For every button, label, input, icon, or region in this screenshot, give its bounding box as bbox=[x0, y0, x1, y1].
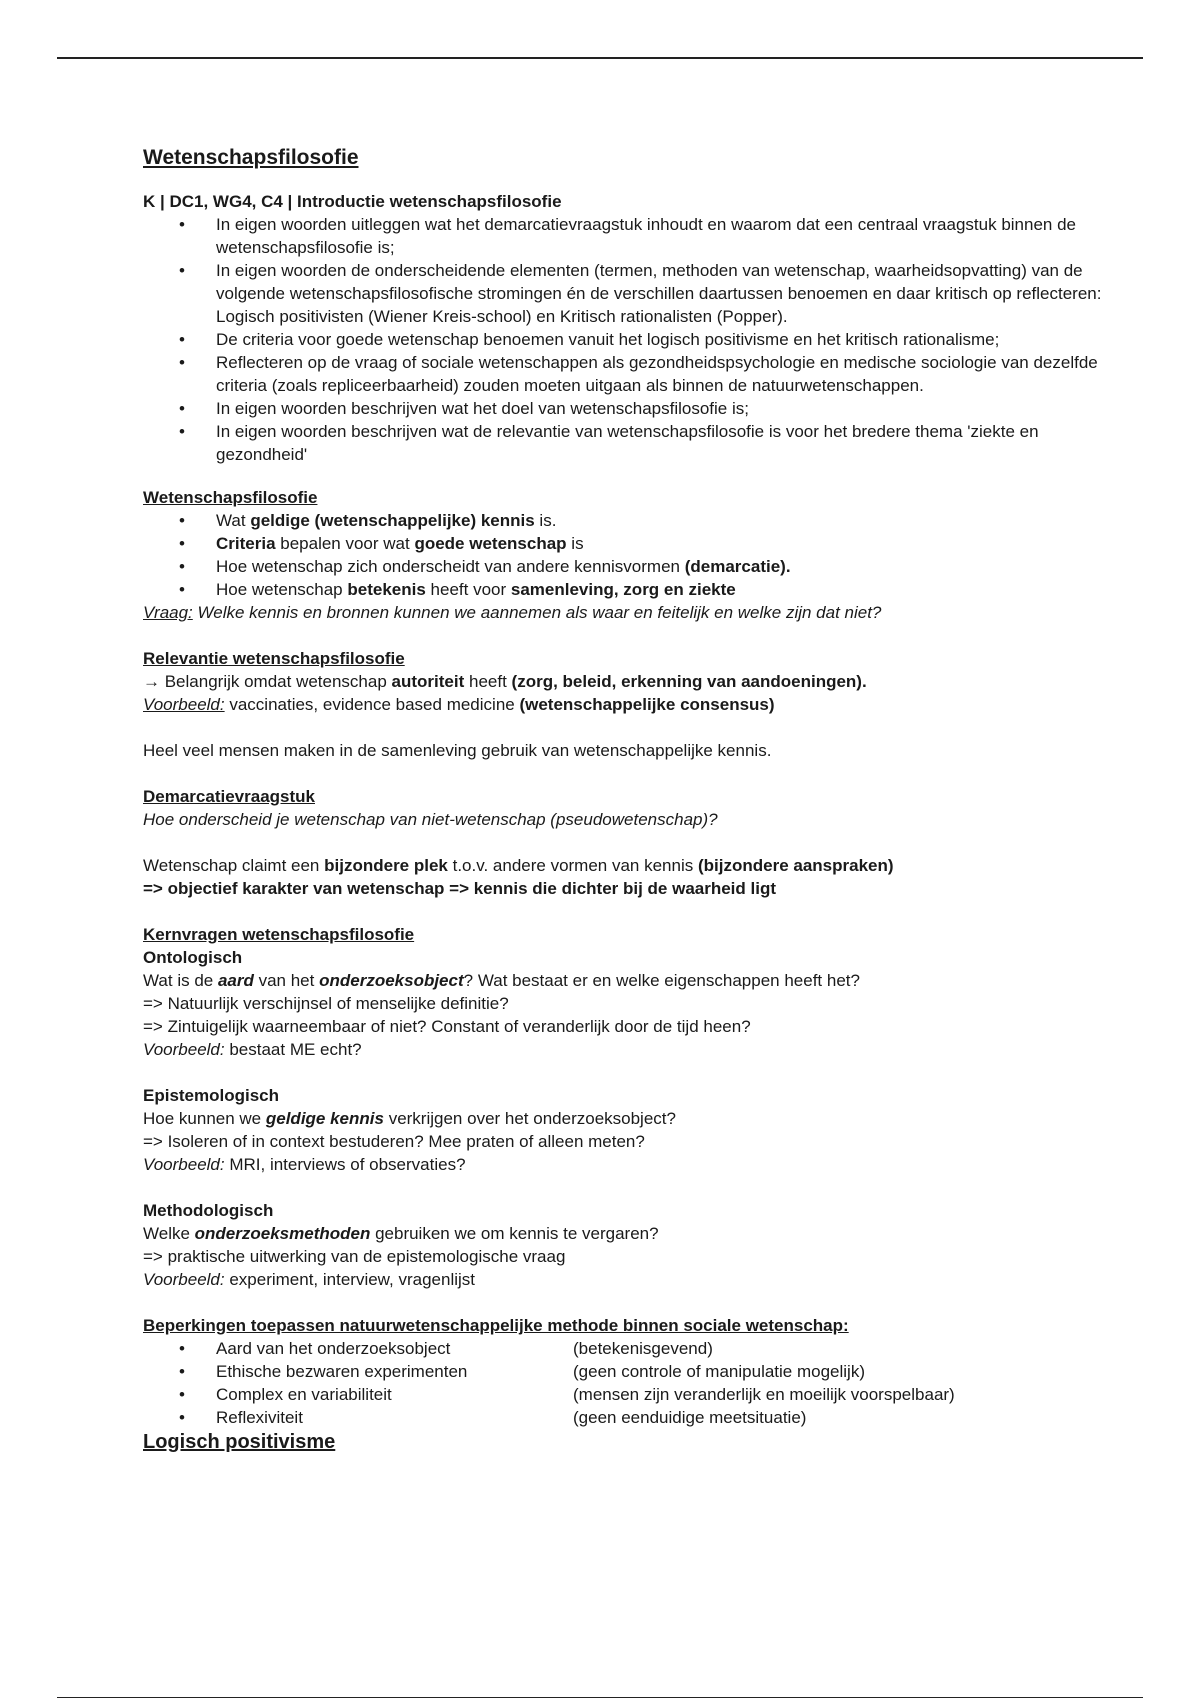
list-item: • In eigen woorden beschrijven wat het doel van wetenschapsfilosofie is; bbox=[143, 397, 1103, 420]
list-item: • In eigen woorden de onderscheidende elementen (termen, methoden van wetenschap, waarheidsopvatting) van de volgende wetenschapsfilosofische stromingen én de verschillen daartussen benoemen en daar kritisch op reflecteren: Logisch positivisten (Wiener Kreis-school) en Kritisch rationalisten (Popper). bbox=[143, 259, 1103, 328]
ontologisch-heading: Ontologisch bbox=[143, 948, 243, 967]
list-item: • Complex en variabiliteit (mensen zijn veranderlijk en moeilijk voorspelbaar) bbox=[143, 1383, 1103, 1406]
rel-note: Heel veel mensen maken in de samenleving gebruik van wetenschappelijke kennis. bbox=[143, 741, 772, 760]
epi-line: => Isoleren of in context bestuderen? Mee praten of alleen meten? bbox=[143, 1132, 645, 1151]
ont-example: Voorbeeld: bestaat ME echt? bbox=[143, 1040, 362, 1059]
section-heading-demarcatie: Demarcatievraagstuk bbox=[143, 787, 315, 806]
list-item: • Wat geldige (wetenschappelijke) kennis is. bbox=[143, 509, 1103, 532]
list-item: • Aard van het onderzoeksobject (betekenisgevend) bbox=[143, 1337, 1103, 1360]
learning-goals-list bbox=[143, 213, 1103, 466]
list-item: • In eigen woorden beschrijven wat de relevantie van wetenschapsfilosofie is voor het bredere thema 'ziekte en gezondheid' bbox=[143, 420, 1103, 466]
methodologisch-heading: Methodologisch bbox=[143, 1201, 274, 1220]
footer-rule bbox=[57, 1697, 1143, 1698]
ont-line: Wat is de aard van het onderzoeksobject? Wat bestaat er en welke eigenschappen heeft het? bbox=[143, 971, 860, 990]
arrow-icon: → bbox=[143, 672, 160, 691]
document-body bbox=[143, 143, 1103, 1455]
ont-line: => Zintuigelijk waarneembaar of niet? Constant of veranderlijk door de tijd heen? bbox=[143, 1017, 751, 1036]
ws-question: Vraag: Welke kennis en bronnen kunnen we aannemen als waar en feitelijk en welke zijn dat niet? bbox=[143, 603, 882, 622]
epistemologisch-heading: Epistemologisch bbox=[143, 1086, 280, 1105]
ont-line: => Natuurlijk verschijnsel of menselijke definitie? bbox=[143, 994, 509, 1013]
section-heading-beperkingen: Beperkingen toepassen natuurwetenschappelijke methode binnen sociale wetenschap: bbox=[143, 1316, 849, 1335]
limitations-list bbox=[143, 1337, 1103, 1429]
met-line: => praktische uitwerking van de epistemologische vraag bbox=[143, 1247, 566, 1266]
list-item: • In eigen woorden uitleggen wat het demarcatievraagstuk inhoudt en waarom dat een centraal vraagstuk binnen de wetenschapsfilosofie is; bbox=[143, 213, 1103, 259]
list-item: • Reflecteren op de vraag of sociale wetenschappen als gezondheidspsychologie en medische sociologie van dezelfde criteria (zoals repliceerbaarheid) zouden moeten uitgaan als binnen de natuurwetenschappen. bbox=[143, 351, 1103, 397]
list-item: • De criteria voor goede wetenschap benoemen vanuit het logisch positivisme en het kritisch rationalisme; bbox=[143, 328, 1103, 351]
list-item: • Criteria bepalen voor wat goede wetenschap is bbox=[143, 532, 1103, 555]
dem-conclusion: => objectief karakter van wetenschap => kennis die dichter bij de waarheid ligt bbox=[143, 879, 777, 898]
list-item: • Ethische bezwaren experimenten (geen controle of manipulatie mogelijk) bbox=[143, 1360, 1103, 1383]
section-heading-relevantie: Relevantie wetenschapsfilosofie bbox=[143, 649, 405, 668]
epi-line: Hoe kunnen we geldige kennis verkrijgen over het onderzoeksobject? bbox=[143, 1109, 676, 1128]
section-heading-kernvragen: Kernvragen wetenschapsfilosofie bbox=[143, 925, 415, 944]
list-item: • Hoe wetenschap betekenis heeft voor samenleving, zorg en ziekte bbox=[143, 578, 1103, 601]
met-example: Voorbeeld: experiment, interview, vragenlijst bbox=[143, 1270, 475, 1289]
section-heading-logisch-positivisme: Logisch positivisme bbox=[143, 1431, 336, 1453]
dem-question: Hoe onderscheid je wetenschap van niet-wetenschap (pseudowetenschap)? bbox=[143, 810, 718, 829]
met-line: Welke onderzoeksmethoden gebruiken we om kennis te vergaren? bbox=[143, 1224, 659, 1243]
header-rule bbox=[57, 57, 1143, 59]
epi-example: Voorbeeld: MRI, interviews of observaties? bbox=[143, 1155, 466, 1174]
list-item: • Hoe wetenschap zich onderscheidt van andere kennisvormen (demarcatie). bbox=[143, 555, 1103, 578]
rel-example: Voorbeeld: vaccinaties, evidence based medicine (wetenschappelijke consensus) bbox=[143, 695, 775, 714]
list-item: • Reflexiviteit (geen eenduidige meetsituatie) bbox=[143, 1406, 1103, 1429]
ws-list bbox=[143, 509, 1103, 601]
section-heading-wetenschapsfilosofie: Wetenschapsfilosofie bbox=[143, 488, 318, 507]
rel-line: → Belangrijk omdat wetenschap autoriteit heeft (zorg, beleid, erkenning van aandoeningen). bbox=[143, 672, 867, 691]
intro-heading: K | DC1, WG4, C4 | Introductie wetenschapsfilosofie bbox=[143, 192, 562, 211]
dem-line: Wetenschap claimt een bijzondere plek t.o.v. andere vormen van kennis (bijzondere aanspraken) bbox=[143, 856, 894, 875]
page-title: Wetenschapsfilosofie bbox=[143, 146, 359, 169]
